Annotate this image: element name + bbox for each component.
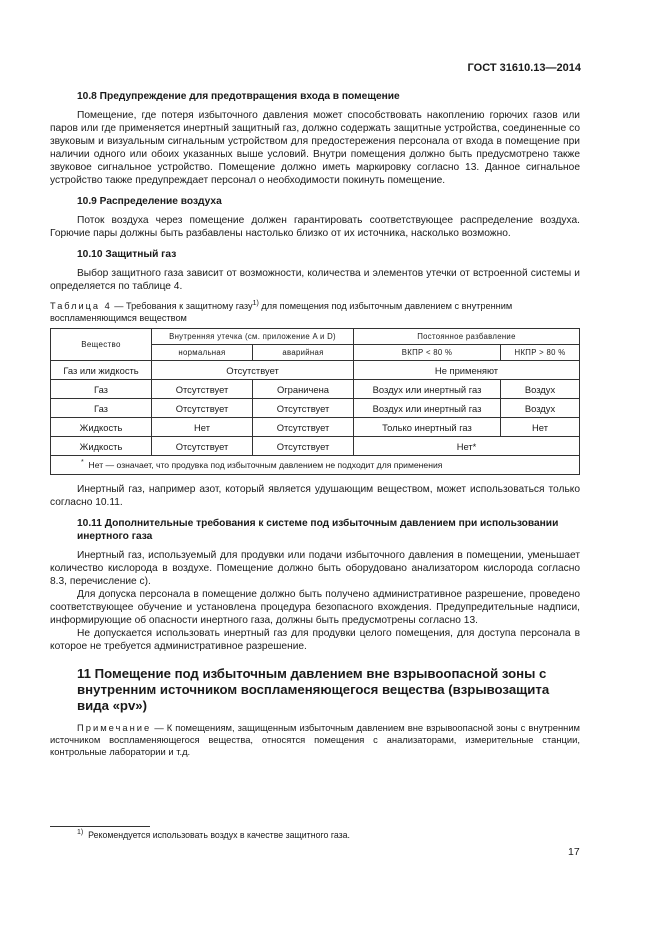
cell-substance: Газ bbox=[51, 399, 152, 418]
table-caption-pre: — Требования к защитному газу bbox=[111, 301, 253, 311]
section-10-10-paragraph-2: Инертный газ, например азот, который является удушающим веществом, может использоваться только согласно 10.11. bbox=[50, 484, 580, 508]
cell-lfl-high: Воздух bbox=[501, 399, 580, 418]
page-content bbox=[50, 90, 580, 758]
table-footnote-text: Нет — означает, что продувка под избыточным давлением не подходит для применения bbox=[88, 459, 443, 470]
document-code: ГОСТ 31610.13—2014 bbox=[467, 62, 581, 74]
section-heading-10-10: 10.10 Защитный газ bbox=[77, 249, 177, 260]
cell-lfl-high: Воздух bbox=[501, 380, 580, 399]
col-substance: Вещество bbox=[51, 329, 152, 361]
page-number: 17 bbox=[568, 846, 580, 858]
cell-dilution-merged: Не применяют bbox=[354, 361, 580, 380]
cell-substance: Газ или жидкость bbox=[51, 361, 152, 380]
cell-normal: Нет bbox=[152, 418, 253, 437]
section-10-9-paragraph: Поток воздуха через помещение должен гарантировать соответствующее распределение воздуха. Горючие пары должны быть разбавлены настолько близко от их источника, насколько возможно. bbox=[50, 215, 580, 239]
col-lfl-low: ВКПР < 80 % bbox=[354, 345, 501, 361]
footnote-mark: 1) bbox=[77, 829, 84, 837]
section-heading-10-9: 10.9 Распределение воздуха bbox=[77, 196, 222, 207]
table-row bbox=[51, 361, 580, 380]
cell-lfl-low: Только инертный газ bbox=[354, 418, 501, 437]
section-heading-11: 11 Помещение под избыточным давлением вне взрывоопасной зоны с внутренним источником воспламеняющегося вещества (взрывозащита вида «pv») bbox=[77, 666, 550, 713]
section-10-10-paragraph: Выбор защитного газа зависит от возможности, количества и элементов утечки от встроенной системы и определяется по таблице 4. bbox=[50, 268, 580, 292]
cell-emergency: Отсутствует bbox=[253, 418, 354, 437]
col-dilution: Постоянное разбавление bbox=[354, 329, 580, 345]
cell-normal: Отсутствует bbox=[152, 380, 253, 399]
table-row bbox=[51, 380, 580, 399]
table-row bbox=[51, 399, 580, 418]
table-caption-label: Таблица 4 bbox=[50, 301, 112, 311]
cell-lfl-low: Воздух или инертный газ bbox=[354, 380, 501, 399]
footnote-text: Рекомендуется использовать воздух в качестве защитного газа. bbox=[88, 830, 350, 840]
footnote-divider bbox=[50, 826, 150, 827]
cell-lfl-high: Нет bbox=[501, 418, 580, 437]
cell-substance: Жидкость bbox=[51, 418, 152, 437]
cell-emergency: Отсутствует bbox=[253, 399, 354, 418]
cell-emergency: Отсутствует bbox=[253, 437, 354, 456]
section-10-11-paragraph-2: Для допуска персонала в помещение должно быть получено административное разрешение, проведено соответствующее обучение и установлена процедура безопасного вхождения. Предупредительные надписи, информирующие об опасности инертного газа, должны быть предусмотрены согласно 13. bbox=[50, 589, 580, 626]
table-caption bbox=[50, 301, 580, 324]
section-10-11-paragraph-3: Не допускается использовать инертный газ для продувки целого помещения, для доступа персонала в которое не требуется административное разрешение. bbox=[50, 628, 580, 652]
note-text: — К помещениям, защищенным избыточным давлением вне взрывоопасной зоны с внутренним источником воспламеняющегося вещества, относятся помещения с анализаторами, измерительные станции, контрольные лаборатории и т.д. bbox=[50, 722, 580, 757]
section-10-11-paragraph-1: Инертный газ, используемый для продувки или подачи избыточного давления в помещении, уменьшает количество кислорода в воздухе. Помещение должно быть оборудовано анализатором кислорода согласно 8.3, перечисление c). bbox=[50, 550, 580, 587]
col-emergency: аварийная bbox=[253, 345, 354, 361]
col-lfl-high: НКПР > 80 % bbox=[501, 345, 580, 361]
note-label: Примечание bbox=[77, 722, 152, 733]
cell-normal: Отсутствует bbox=[152, 437, 253, 456]
cell-lfl-low: Воздух или инертный газ bbox=[354, 399, 501, 418]
cell-substance: Газ bbox=[51, 380, 152, 399]
cell-normal: Отсутствует bbox=[152, 399, 253, 418]
section-heading-10-11: 10.11 Дополнительные требования к системе под избыточным давлением при использовании инертного газа bbox=[77, 518, 559, 542]
protective-gas-table bbox=[50, 328, 580, 475]
table-footnote bbox=[51, 456, 580, 475]
table-footnote-mark: * bbox=[81, 458, 84, 466]
col-normal: нормальная bbox=[152, 345, 253, 361]
cell-leak-merged: Отсутствует bbox=[152, 361, 354, 380]
table-caption-post: для помещения под избыточным давлением с внутренним воспламеняющимся веществом bbox=[50, 301, 513, 323]
table-row bbox=[51, 418, 580, 437]
section-heading-10-8: 10.8 Предупреждение для предотвращения входа в помещение bbox=[77, 91, 400, 102]
table-caption-sup: 1) bbox=[252, 299, 259, 307]
page-footnote bbox=[77, 830, 350, 840]
cell-substance: Жидкость bbox=[51, 437, 152, 456]
section-10-8-paragraph: Помещение, где потеря избыточного давления может способствовать накоплению горючих газов или паров или где применяется инертный защитный газ, должно содержать защитные устройства, соединенные со звуковым и визуальным сигнальным устройством для предостережения персонала от входа в помещение при наличии одного или обоих указанных выше условий. Внутри помещения должно быть предусмотрено также звуковое сигнальное устройство. Помещение должно иметь маркировку согласно 13. Данное сигнальное устройство также предупреждает персонал о необходимости покинуть помещение. bbox=[50, 110, 580, 186]
table-row bbox=[51, 437, 580, 456]
cell-emergency: Ограничена bbox=[253, 380, 354, 399]
section-11-note bbox=[50, 722, 580, 758]
cell-dilution-merged: Нет* bbox=[354, 437, 580, 456]
col-internal-leak: Внутренняя утечка (см. приложение A и D) bbox=[152, 329, 354, 345]
